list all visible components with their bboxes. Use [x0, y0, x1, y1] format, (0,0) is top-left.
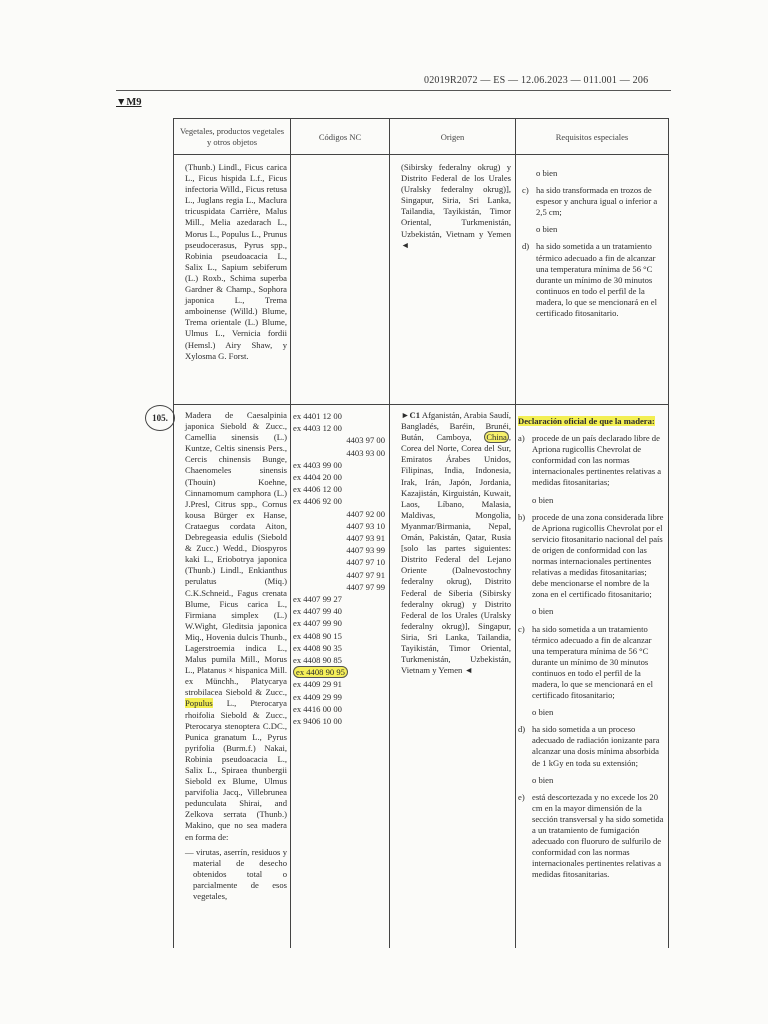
nc-code: 4407 97 91	[346, 569, 385, 580]
table-border-left	[173, 118, 174, 948]
requirement-text: procede de una zona considerada libre de Apriona rugicollis Chevrolat por el servicio fitosanitario nacional del país de origen de conformidad con las normas internacionales pertinentes relativas a medidas fitosanitarias; debe mencionarse el nombre de la zona en el certificado fitosanitario;	[532, 511, 664, 600]
or-text: o bien	[532, 606, 554, 617]
china-highlight: China	[486, 432, 507, 443]
regulation-table	[173, 118, 669, 948]
requirement-label: d)	[522, 241, 530, 252]
amendment-marker-text: ▼M9	[116, 97, 142, 108]
row-top-plants: (Thunb.) Lindl., Ficus carica L., Ficus hispida L.f., Ficus infectoria Willd., Ficus retusa L., Juglans regia L., Maclura tricuspidata Carrière, Malus Mill., Melia azedarach L., Morus L., Populus L., Prunus pseudocerasus, Pyrus spp., Robinia pseudoacacia L., Salix L., Sapium sebiferum (L.) Roxb., Schima superba Gardner & Champ., Sophora japonica L., Trema amboinense (Willd.) Blume, Trema orientale (L.) Blume, Ulmus L., Vernicia fordii (Hemsl.) Airy Shaw, y Xylosma G. Forst.	[185, 162, 287, 361]
table-divider-1	[290, 118, 291, 948]
nc-code: ex 4408 90 35	[293, 642, 342, 653]
requirement-item	[518, 624, 664, 702]
nc-code: ex 9406 10 00	[293, 716, 342, 727]
requirement-item	[522, 241, 662, 319]
table-divider-3	[515, 118, 516, 948]
or-text: o bien	[532, 707, 554, 718]
nc-code: ex 4401 12 00	[293, 411, 342, 421]
plants-text: Madera de Caesalpinia japonica Siebold & Zucc., Camellia sinensis (L.) Kuntze, Celtis sinensis Pers., Cercis chinensis Bunge, Chaenomeles sinensis (Thouin) Koehne, Cinnamomum camphora (L.) J.Presl, Citrus spp., Cornus kousa Bürger ex Hanse, Crataegus cordata Aiton, Debregeasia edulis (Siebold & Zucc.) Wedd., Diospyros kaki L., Eriobotrya japonica (Thunb.) Lindl., Enkianthus perulatus (Miq.) C.K.Schneid., Fagus crenata Blume, Ficus carica L., Firmiana simplex (L.) W.Wight, Gleditsia japonica Miq., Hovenia dulcis Thunb., Lagerstroemia indica L., Malus pumila Mill., Morus L., Platanus × hispanica Mill. ex Münchh., Platycarya strobilacea Siebold & Zucc.,	[185, 410, 287, 698]
row-105-plants	[185, 410, 287, 902]
nc-code: 4407 93 91	[346, 533, 385, 544]
requirement-text: ha sido sometida a un proceso adecuado de radiación ionizante para alcanzar una dosis mínima absorbida de 1 kGy en toda su extensión;	[532, 724, 660, 768]
nc-code: ex 4406 12 00	[293, 484, 342, 495]
requirement-item	[518, 512, 664, 601]
table-row-divider	[173, 404, 669, 405]
nc-code-circled: ex 4408 90 95	[293, 666, 348, 678]
requirement-item	[518, 792, 664, 881]
requirement-label: e)	[518, 791, 525, 802]
plants-text-tail: L., Pterocarya rhoifolia Siebold & Zucc., Pterocarya stenoptera C.DC., Punica granatum L., Pyrus pyrifolia (Burm.f.) Nakai, Robinia pseudoacacia L., Salix L., Spiraea thunbergii Siebold ex Blume, Ulmus parvifolia Jacq., Villebrunea pedunculata Shirai, and Zelkova serrata (Thunb.) Makino, que no sea madera en forma de:	[185, 698, 287, 842]
column-header-plants: Vegetales, productos vegetales y otros objetos	[179, 126, 285, 147]
requirement-text: ha sido transformada en trozos de espesor y anchura igual o inferior a 2,5 cm;	[536, 185, 658, 218]
requirements-title: Declaración oficial de que la madera:	[518, 416, 655, 426]
requirement-item	[522, 185, 662, 218]
requirement-text: está descortezada y no excede los 20 cm en la mayor dimensión de la sección transversal y ha sido sometida a un tratamiento de fumigación adecuado con fluoruro de sulfurilo de conformidad con las normas internacionales pertinentes relativas a medidas fitosanitarias.	[532, 791, 664, 880]
nc-code: 4407 97 10	[346, 557, 385, 568]
nc-code: ex 4407 99 90	[293, 618, 342, 629]
populus-highlight: Populus	[185, 698, 213, 709]
plants-exclusion-dash: — virutas, aserrín, residuos y material de desecho obtenidos total o parcialmente de esos vegetales,	[185, 846, 287, 902]
requirement-text: ha sido sometida a un tratamiento térmico adecuado a fin de alcanzar una temperatura mínima de 56 °C durante un mínimo de 30 minutos continuos en todo el perfil de la madera, lo que se mencionará en el certificado fitosanitario.	[536, 241, 657, 319]
header-rule	[116, 90, 671, 91]
requirement-label: c)	[522, 185, 529, 196]
nc-code: 4407 93 99	[346, 545, 385, 556]
nc-code: ex 4404 20 00	[293, 472, 342, 483]
or-text: o bien	[536, 224, 558, 235]
table-border-right	[668, 118, 669, 948]
requirement-text: procede de un país declarado libre de Apriona rugicollis Chevrolat de conformidad con las normas internacionales pertinentes relativas a medidas fitosanitarias;	[532, 433, 662, 488]
requirement-item	[518, 433, 664, 488]
entry-number-circled: 105.	[145, 405, 175, 431]
requirement-text: ha sido sometida a un tratamiento térmico adecuado a fin de alcanzar una temperatura mínima de 56 °C durante un mínimo de 30 minutos continuos en todo el perfil de la madera, lo que se mencionará en el certificado fitosanitario;	[532, 623, 653, 701]
nc-code: ex 4407 99 40	[293, 606, 342, 617]
corrigendum-marker: ►C1	[401, 410, 421, 420]
nc-code: 4403 97 00	[346, 435, 385, 446]
origin-text-tail: , Corea del Norte, Corea del Sur, Emiratos Árabes Unidos, Filipinas, India, Indonesia, Irak, Irán, Japón, Jordania, Kazajistán, Kirguistán, Kuwait, Laos, Líbano, Malasia, Maldivas, Mongolia, Myanmar/Birmania, Nepal, Omán, Pakistán, Qatar, Rusia [solo las partes siguientes: Distrito Federal del Lejano Oriente (Dalnevostochny federalny okrug), Distrito Federal de Siberia (Sibirsky federalny okrug) y Distrito Federal de los Urales (Uralsky federalny okrug)], Singapur, Siria, Sri Lanka, Tailandia, Tayikistán, Timor Oriental, Turkmenistán, Uzbekistán, Vietnam y Yemen ◄	[401, 432, 511, 676]
nc-code: 4403 93 00	[346, 447, 385, 458]
table-top-border	[173, 118, 669, 119]
or-text: o bien	[532, 494, 554, 505]
nc-code: ex 4406 92 00	[293, 496, 342, 507]
requirement-label: c)	[518, 623, 525, 634]
table-header-divider	[173, 154, 669, 155]
nc-code: ex 4409 29 99	[293, 691, 342, 702]
or-text: o bien	[532, 774, 554, 785]
column-header-codes: Códigos NC	[318, 132, 362, 142]
row-105-requirements	[518, 416, 664, 886]
document-reference: 02019R2072 — ES — 12.06.2023 — 011.001 — 206	[424, 75, 649, 86]
nc-code-highlighted	[293, 666, 385, 678]
requirement-item	[518, 724, 664, 768]
requirement-label: d)	[518, 724, 526, 735]
column-header-requirements: Requisitos especiales	[555, 132, 629, 142]
nc-code: ex 4408 90 85	[293, 655, 342, 666]
nc-code: ex 4403 12 00	[293, 423, 342, 434]
nc-code: 4407 93 10	[346, 520, 385, 531]
row-top-requirements	[522, 168, 662, 325]
nc-code: 4407 97 99	[346, 581, 385, 592]
requirement-label: a)	[518, 433, 525, 444]
table-divider-2	[389, 118, 390, 948]
column-header-origin: Origen	[440, 132, 465, 142]
row-105-codes	[293, 410, 385, 727]
row-top-origin: (Sibirsky federalny okrug) y Distrito Federal de los Urales (Uralsky federalny okrug)], Singapur, Siria, Sri Lanka, Tailandia, Tayikistán, Timor Oriental, Turkmenistán, Uzbekistán, Vietnam y Yemen ◄	[401, 162, 511, 250]
requirement-label: b)	[518, 511, 526, 522]
nc-code: ex 4407 99 27	[293, 594, 342, 605]
nc-code: ex 4403 99 00	[293, 459, 342, 470]
nc-code: ex 4409 29 91	[293, 679, 342, 690]
nc-code: 4407 92 00	[346, 508, 385, 519]
nc-code: ex 4408 90 15	[293, 630, 342, 641]
origin-text: Afganistán, Arabia Saudí, Bangladés, Baréin, Brunéi, Bután, Camboya,	[401, 410, 511, 443]
or-text: o bien	[536, 168, 558, 178]
nc-code: ex 4416 00 00	[293, 703, 342, 714]
amendment-marker	[116, 97, 142, 108]
row-105-origin	[401, 410, 511, 676]
